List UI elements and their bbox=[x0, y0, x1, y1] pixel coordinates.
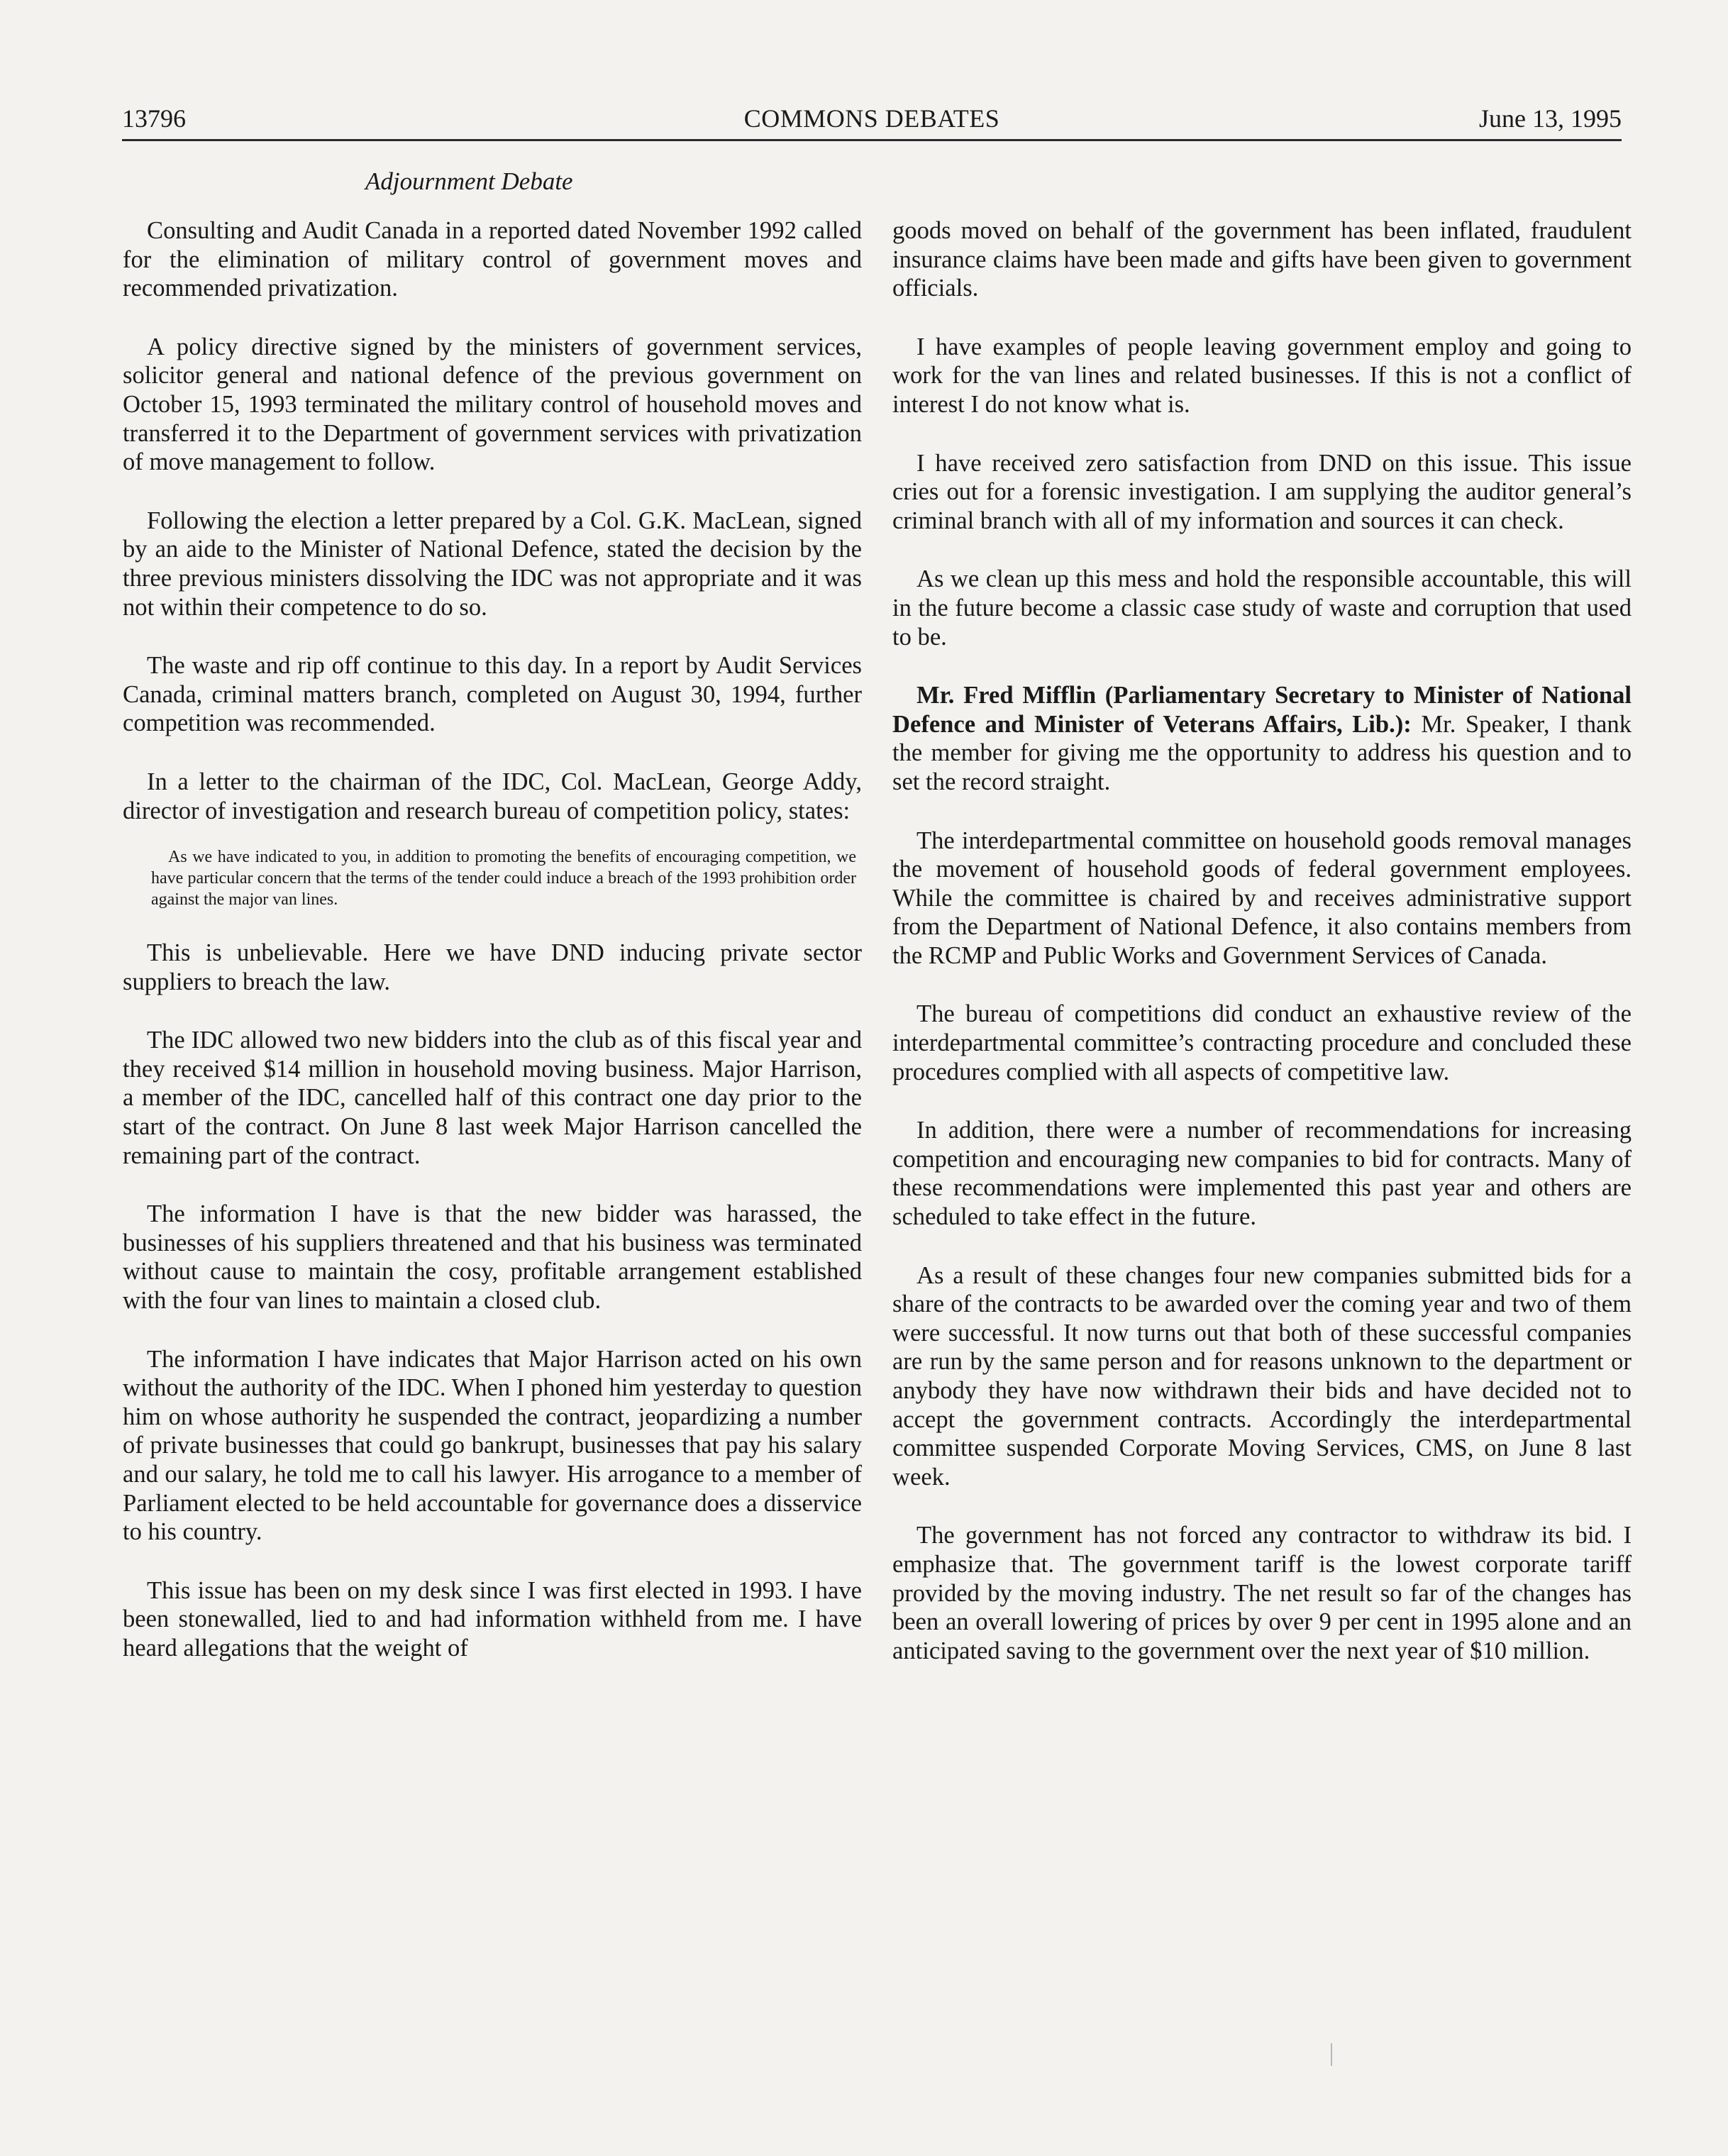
paragraph: The waste and rip off continue to this day. In a report by Audit Services Canada, criminal matters branch, completed on August 30, 1994, further competition was recommended. bbox=[123, 652, 862, 737]
scan-mark bbox=[1331, 2043, 1332, 2066]
paragraph: The bureau of competitions did conduct an exhaustive review of the interdepartmental committee’s contracting procedure and concluded these procedures complied with all aspects of competitive law. bbox=[892, 1000, 1632, 1085]
speaker-paragraph bbox=[892, 681, 1632, 796]
paragraph-continued: goods moved on behalf of the government has been inflated, fraudulent insurance claims have been made and gifts have been given to government officials. bbox=[892, 217, 1632, 302]
paragraph: This issue has been on my desk since I was first elected in 1993. I have been stonewalled, lied to and had information withheld from me. I have heard allegations that the weight of bbox=[123, 1576, 862, 1662]
publication-title: COMMONS DEBATES bbox=[743, 104, 1000, 133]
paragraph: Following the election a letter prepared by a Col. G.K. MacLean, signed by an aide to the Minister of National Defence, stated the decision by the three previous ministers dissolving the IDC was not appropriate and it was not within their competence to do so. bbox=[123, 507, 862, 621]
left-column bbox=[123, 216, 862, 1693]
paragraph: The interdepartmental committee on household goods removal manages the movement of household goods of federal government employees. While the committee is chaired by and receives administrative support from the Department of National Defence, it also contains members from the RCMP and Public Works and Government Services of Canada. bbox=[892, 827, 1632, 969]
speaker-text: Mr. Speaker, I thank the member for giving me the opportunity to address his question and to set the record straight. bbox=[892, 710, 1632, 795]
header-rule bbox=[122, 139, 1622, 141]
paragraph: This is unbelievable. Here we have DND inducing private sector suppliers to breach the law. bbox=[123, 939, 862, 995]
paragraph: The information I have is that the new bidder was harassed, the businesses of his suppliers threatened and that his business was terminated without cause to maintain the cosy, profitable arrangement established with the four van lines to maintain a closed club. bbox=[123, 1200, 862, 1315]
paragraph: In addition, there were a number of recommendations for increasing competition and encouraging new companies to bid for contracts. Many of these recommendations were implemented this past year and others are scheduled to take effect in the future. bbox=[892, 1117, 1632, 1231]
paragraph: In a letter to the chairman of the IDC, Col. MacLean, George Addy, director of investigation and research bureau of competition policy, states: bbox=[123, 768, 862, 824]
section-label: Adjournment Debate bbox=[365, 167, 573, 195]
page-number: 13796 bbox=[122, 104, 186, 133]
paragraph: The government has not forced any contractor to withdraw its bid. I emphasize that. The government tariff is the lowest corporate tariff provided by the moving industry. The net result so far of the changes has been an overall lowering of prices by over 9 per cent in 1995 alone and an anticipated saving to the government over the next year of $10 million. bbox=[892, 1522, 1632, 1664]
paragraph: The information I have indicates that Major Harrison acted on his own without the authority of the IDC. When I phoned him yesterday to question him on whose authority he suspended the contract, jeopardizing a number of private businesses that could go bankrupt, businesses that pay his salary and our salary, he told me to call his lawyer. His arrogance to a member of Parliament elected to be held accountable for governance does a disservice to his country. bbox=[123, 1345, 862, 1546]
paragraph: I have received zero satisfaction from DND on this issue. This issue cries out for a forensic investigation. I am supplying the auditor general’s criminal branch with all of my information and sources it can check. bbox=[892, 449, 1632, 534]
paragraph: I have examples of people leaving government employ and going to work for the van lines and related businesses. If this is not a conflict of interest I do not know what is. bbox=[892, 333, 1632, 418]
paragraph: The IDC allowed two new bidders into the club as of this fiscal year and they received $14 million in household moving business. Major Harrison, a member of the IDC, cancelled half of this contract one day prior to the start of the contract. On June 8 last week Major Harrison cancelled the remaining part of the contract. bbox=[123, 1027, 862, 1169]
paragraph: Consulting and Audit Canada in a reported dated November 1992 called for the elimination of military control of government moves and recommended privatization. bbox=[123, 217, 862, 302]
paragraph: As we clean up this mess and hold the responsible accountable, this will in the future become a classic case study of waste and corruption that used to be. bbox=[892, 565, 1632, 651]
block-quote: As we have indicated to you, in addition to promoting the benefits of encouraging competition, we have particular concern that the terms of the tender could induce a breach of the 1993 prohibition order against the major van lines. bbox=[151, 848, 856, 910]
paragraph: A policy directive signed by the ministers of government services, solicitor general and national defence of the previous government on October 15, 1993 terminated the military control of household moves and transferred it to the Department of government services with privatization of move management to follow. bbox=[123, 333, 862, 476]
paragraph: As a result of these changes four new companies submitted bids for a share of the contracts to be awarded over the coming year and two of them were successful. It now turns out that both of these successful companies are run by the same person and for reasons unknown to the department or anybody they have now withdrawn their bids and have decided not to accept the government contracts. Accordingly the interdepartmental committee suspended Corporate Moving Services, CMS, on June 8 last week. bbox=[892, 1261, 1632, 1491]
page-header bbox=[122, 98, 1622, 140]
publication-date: June 13, 1995 bbox=[1479, 104, 1622, 133]
right-column bbox=[892, 216, 1632, 1695]
speaker-name: Mr. Fred Mifflin (Parliamentary Secretary to Minister of National Defence and Minister of Veterans Affairs, Lib.): bbox=[892, 682, 1632, 738]
